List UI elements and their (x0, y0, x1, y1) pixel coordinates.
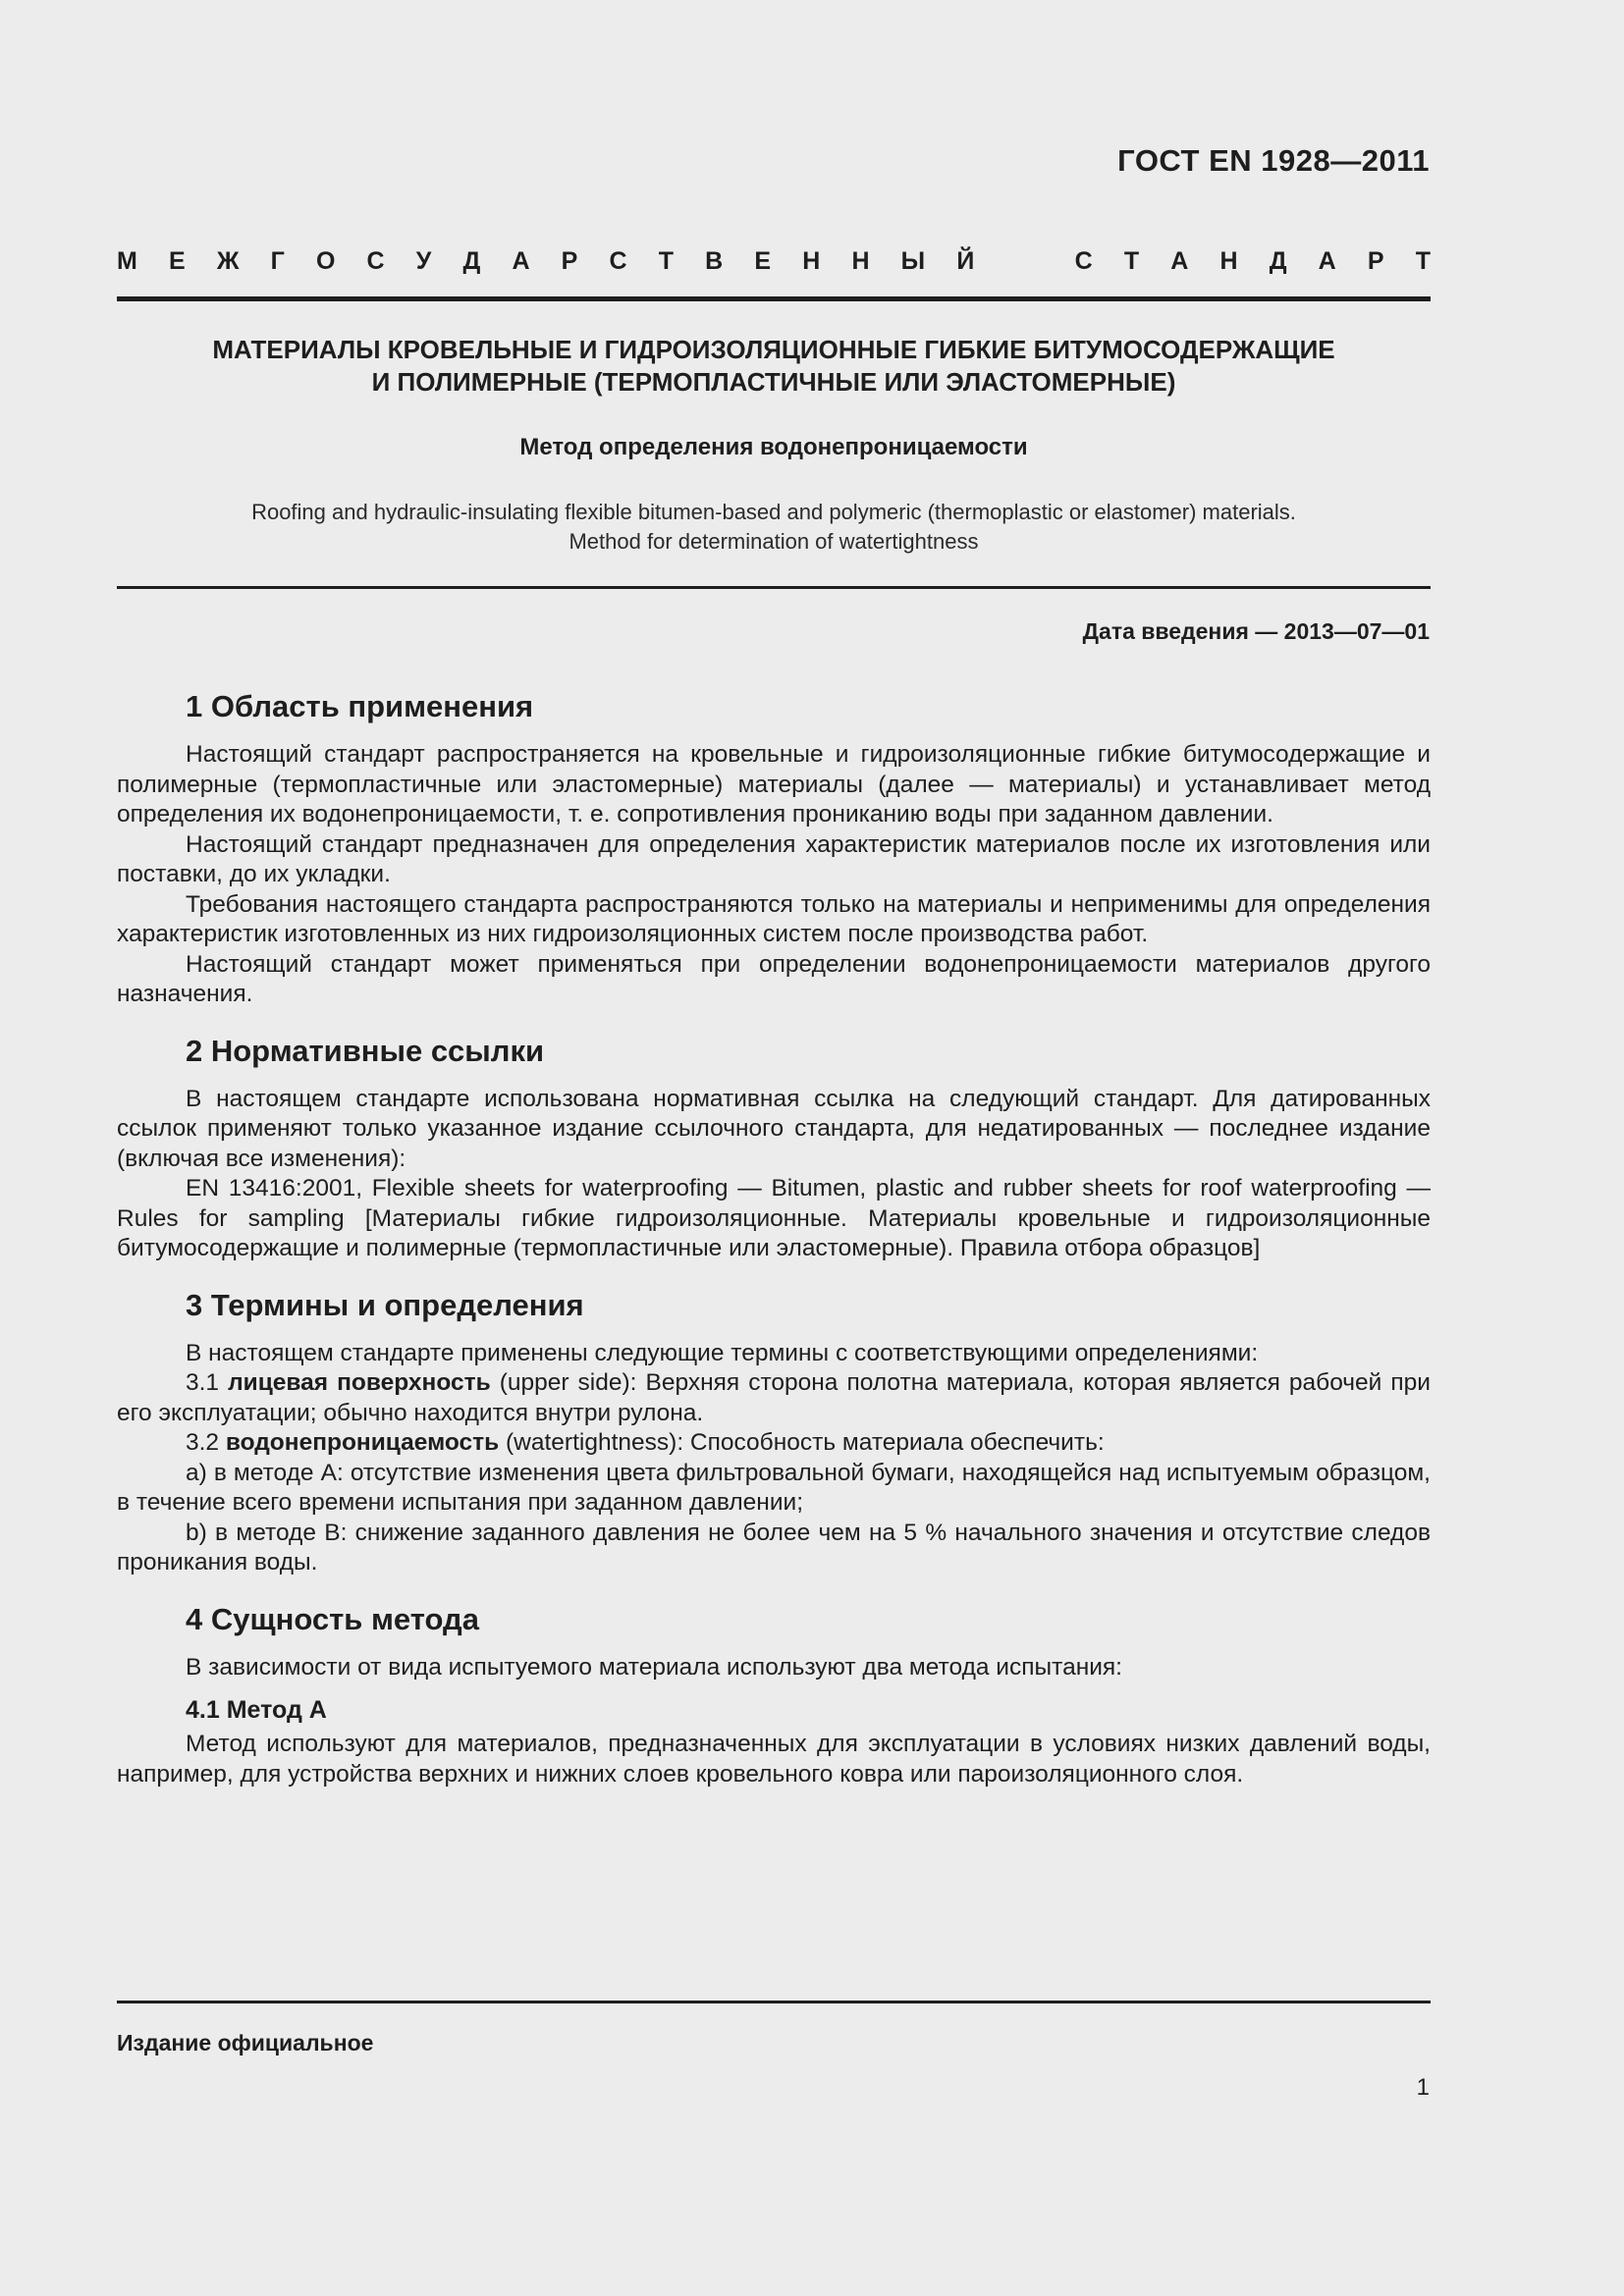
term-number: 3.2 (186, 1429, 226, 1456)
header-rule (117, 296, 1431, 301)
kind-letter: Ж (216, 247, 240, 275)
section-1-paragraph: Требования настоящего стандарта распространяются только на материалы и неприменимы для определения характеристик изготовленных из них гидроизоляционных систем после производства работ. (117, 890, 1431, 947)
document-number: ГОСТ EN 1928—2011 (1117, 143, 1430, 178)
kind-letter: Г (270, 247, 285, 275)
footer-rule (117, 2001, 1431, 2003)
english-title-line-2: Method for determination of watertightness (568, 529, 979, 554)
term-name: лицевая поверхность (228, 1369, 491, 1396)
kind-letter: О (315, 247, 336, 275)
kind-letter: Й (956, 247, 975, 275)
section-1-heading: 1 Область применения (186, 689, 534, 723)
kind-letter: Н (851, 247, 870, 275)
english-title (117, 498, 1431, 557)
kind-letter: А (512, 247, 530, 275)
title-line-2: И ПОЛИМЕРНЫЕ (ТЕРМОПЛАСТИЧНЫЕ ИЛИ ЭЛАСТОМЕРНЫЕ) (371, 367, 1176, 397)
term-definition: (watertightness): Способность материала обеспечить: (499, 1429, 1105, 1456)
section-4-heading: 4 Сущность метода (186, 1601, 479, 1636)
page-number: 1 (1416, 2074, 1430, 2101)
kind-letter: Т (658, 247, 675, 275)
title-line-1: МАТЕРИАЛЫ КРОВЕЛЬНЫЕ И ГИДРОИЗОЛЯЦИОННЫЕ ГИБКИЕ БИТУМОСОДЕРЖАЩИЕ (212, 335, 1335, 364)
section-3-heading: 3 Термины и определения (186, 1287, 584, 1322)
kind-letter: Т (1415, 247, 1431, 275)
kind-word-gap (1005, 247, 1043, 276)
kind-letter: У (415, 247, 432, 275)
kind-letter: С (1074, 247, 1093, 275)
introduction-date: Дата введения — 2013—07—01 (1082, 618, 1430, 644)
kind-letter: Ы (900, 247, 926, 275)
kind-letter: Т (1123, 247, 1140, 275)
section-4-paragraph: Метод используют для материалов, предназначенных для эксплуатации в условиях низких давлений воды, например, для устройства верхних и нижних слоев кровельного ковра или пароизоляционного слоя. (117, 1731, 1431, 1788)
term-number: 3.1 (186, 1369, 229, 1396)
kind-letter: А (1170, 247, 1189, 275)
term-item-b: b) в методе В: снижение заданного давления не более чем на 5 % начального значения и отсутствие следов проникания воды. (117, 1519, 1431, 1575)
kind-letter: Е (754, 247, 772, 275)
section-2-heading: 2 Нормативные ссылки (186, 1033, 545, 1068)
term-3-2 (117, 1428, 1431, 1459)
section-4-paragraph: В зависимости от вида испытуемого материала используют два метода испытания: (186, 1653, 1122, 1681)
section-1-paragraph: Настоящий стандарт предназначен для определения характеристик материалов после их изготовления или поставки, до их укладки. (117, 830, 1431, 887)
term-definition: (upper side): Верхняя сторона полотна материала, которая является рабочей при его эксплуатации; обычно находится внутри рулона. (117, 1369, 1431, 1426)
section-2-reference: EN 13416:2001, Flexible sheets for waterproofing — Bitumen, plastic and rubber sheets for roof waterproofing — Rules for sampling [Материалы гибкие гидроизоляционные. Материалы кровельные и гидроизоляционные битумосодержащие и полимерные (термопластичные или эластомерные). Правила отбора образцов] (117, 1175, 1431, 1261)
kind-letter: Д (462, 247, 481, 275)
kind-letter: Р (561, 247, 578, 275)
term-item-a: а) в методе А: отсутствие изменения цвета фильтровальной бумаги, находящейся над испытуемым образцом, в течение всего времени испытания при заданном давлении; (117, 1459, 1431, 1516)
kind-letter: М (117, 247, 137, 275)
section-1-paragraph: Настоящий стандарт распространяется на кровельные и гидроизоляционные гибкие битумосодержащие и полимерные (термопластичные или эластомерные) материалы (далее — материалы) и устанавливает метод определения их водонепроницаемости, т. е. сопротивления прониканию воды при заданном давлении. (117, 741, 1431, 828)
section-1-paragraph: Настоящий стандарт может применяться при определении водонепроницаемости материалов другого назначения. (117, 950, 1431, 1007)
section-2-paragraph: В настоящем стандарте использована нормативная ссылка на следующий стандарт. Для датированных ссылок применяют только указанное издание ссылочного стандарта, для недатированных — последнее издание (включая все изменения): (117, 1085, 1431, 1172)
document-body (117, 687, 1431, 1789)
kind-letter: Р (1367, 247, 1384, 275)
english-title-line-1: Roofing and hydraulic-insulating flexible bitumen-based and polymeric (thermoplastic or elastomer) materials. (251, 500, 1296, 524)
term-name: водонепроницаемость (225, 1429, 500, 1456)
section-3-paragraph: В настоящем стандарте применены следующие термины с соответствующими определениями: (186, 1339, 1259, 1366)
document-subtitle: Метод определения водонепроницаемости (519, 434, 1028, 460)
kind-letter: Д (1269, 247, 1287, 275)
official-edition-label: Издание официальное (117, 2030, 374, 2056)
kind-letter: Н (1219, 247, 1238, 275)
kind-letter: А (1318, 247, 1336, 275)
term-3-1 (117, 1368, 1431, 1428)
kind-letter: С (609, 247, 627, 275)
kind-letter: В (705, 247, 724, 275)
kind-letter: Е (168, 247, 186, 275)
kind-letter: Н (802, 247, 821, 275)
document-title (117, 334, 1431, 399)
document-kind-heading (117, 247, 1431, 276)
title-rule (117, 586, 1431, 589)
kind-letter: С (366, 247, 385, 275)
subsection-4-1-heading: 4.1 Метод А (186, 1696, 327, 1724)
